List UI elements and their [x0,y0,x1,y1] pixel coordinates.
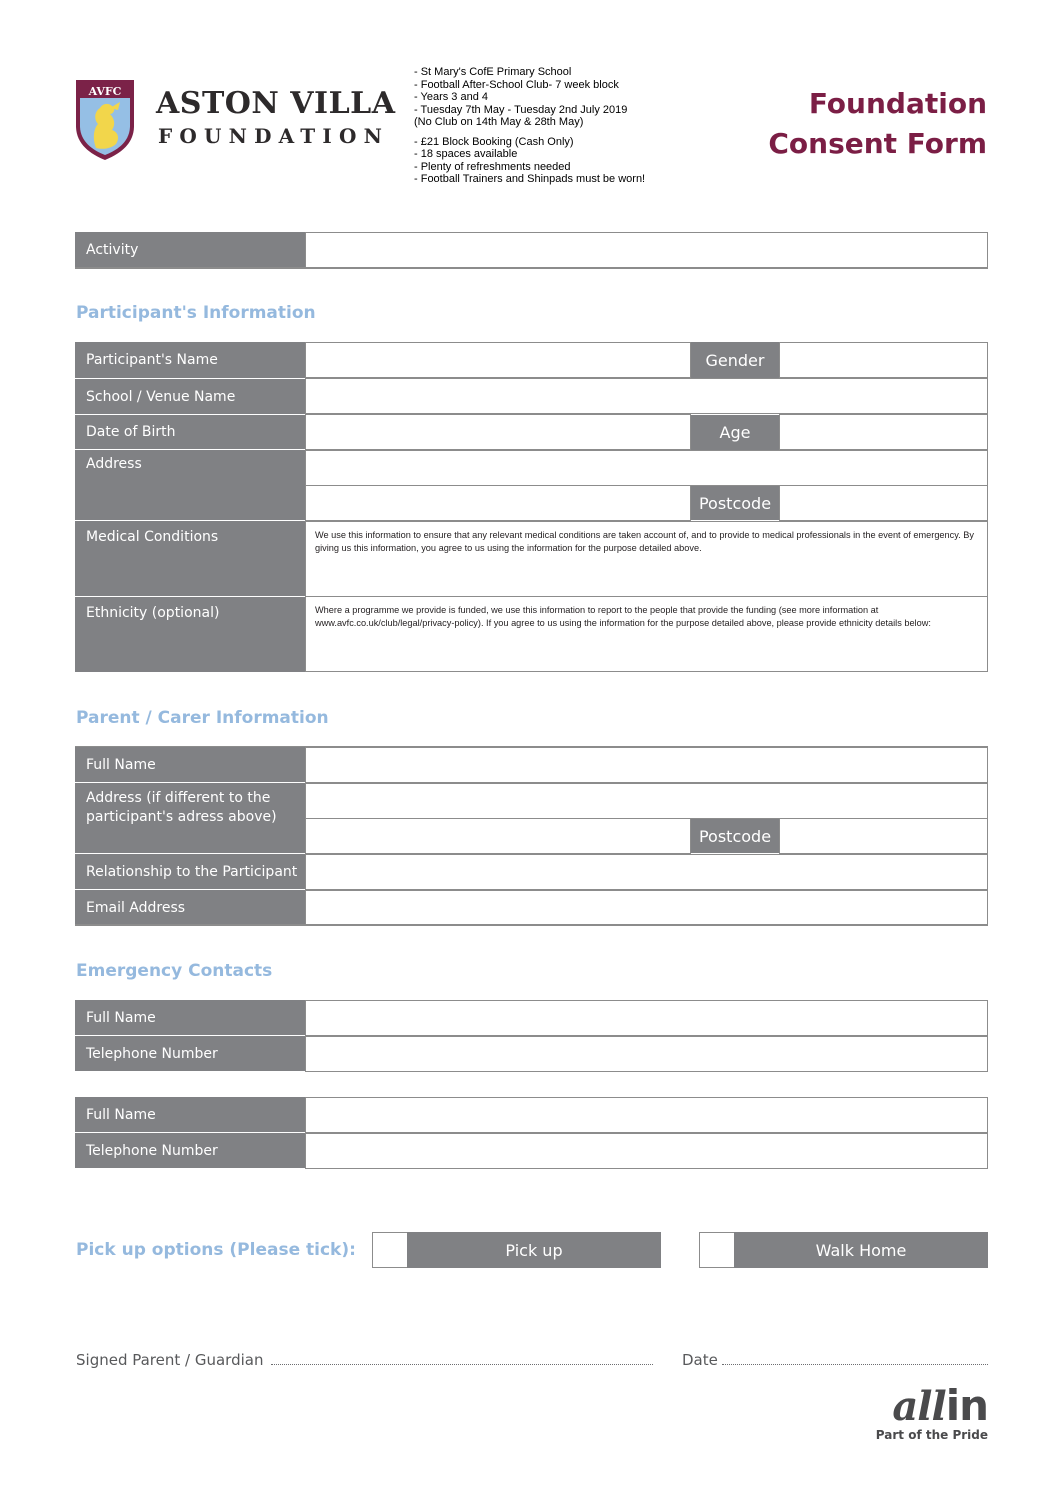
emergency2-name-input[interactable] [306,1098,987,1132]
note-line: - Tuesday 7th May - Tuesday 2nd July 2019 [414,103,628,116]
address-line2-input[interactable] [306,486,690,520]
emergency-heading: Emergency Contacts [76,961,273,981]
relationship-field[interactable] [305,854,988,890]
parent-address-line2-input[interactable] [306,819,690,853]
pickup-heading: Pick up options (Please tick): [76,1240,356,1260]
participant-name-input[interactable] [306,343,690,377]
age-label: Age [691,415,779,450]
note-line: (No Club on 14th May & 28th May) [414,116,584,128]
emergency1-name-input[interactable] [306,1001,987,1035]
pickup-checkbox[interactable] [372,1232,408,1268]
divider [75,924,988,926]
parent-postcode-label: Postcode [691,819,779,853]
parent-heading: Parent / Carer Information [76,708,329,728]
parent-postcode-field[interactable] [779,818,988,854]
parent-name-field[interactable] [305,747,988,783]
note-line: - £21 Block Booking (Cash Only) [414,135,574,148]
note-line: - Plenty of refreshments needed [414,160,571,173]
postcode-field[interactable] [779,485,988,521]
relationship-label: Relationship to the Participant [75,854,305,889]
address-line2-field[interactable] [305,485,691,521]
ethnicity-privacy-note: Where a programme we provide is funded, we use this information to report to the people that provide the funding (see more information at www.avfc.co.uk/club/legal/privacy-policy). If you agree to us using the information for the purpose detailed above, please provide ethnicity details below: [315,605,931,628]
parent-postcode-input[interactable] [780,819,987,853]
logo-in: in [945,1381,988,1430]
age-field[interactable] [779,414,988,450]
parent-name-label: Full Name [75,747,305,782]
school-field[interactable] [305,378,988,414]
dob-input[interactable] [306,415,690,449]
parent-address-line2-field[interactable] [305,818,691,854]
address-label: Address [75,450,305,520]
participant-heading: Participant's Information [76,303,316,323]
brand-name: ASTON VILLA [156,86,396,121]
emergency2-name-field[interactable] [305,1097,988,1133]
email-input[interactable] [306,891,987,925]
medical-label: Medical Conditions [75,521,305,596]
walk-home-checkbox[interactable] [699,1232,735,1268]
emergency1-phone-input[interactable] [306,1037,987,1071]
gender-input[interactable] [780,343,987,377]
note-line: - St Mary's CofE Primary School [414,66,572,78]
ethnicity-input[interactable] [312,639,981,667]
note-line: - 18 spaces available [414,148,518,160]
address-line1-input[interactable] [306,451,987,485]
activity-input[interactable] [306,233,987,267]
divider [75,267,988,269]
activity-label: Activity [75,232,305,268]
emergency1-phone-label: Telephone Number [75,1036,305,1071]
date-line[interactable] [722,1364,988,1365]
form-title-line1: Foundation [808,87,987,120]
ethnicity-field[interactable] [305,596,988,672]
medical-privacy-note: We use this information to ensure that any relevant medical conditions are taken account of, and to provide to medical professionals in the event of emergency. By giving us this information, you agree to us using the information for the purpose detailed above. [315,530,974,553]
school-input[interactable] [306,379,987,413]
participant-name-label: Participant's Name [75,342,305,378]
emergency2-phone-input[interactable] [306,1134,987,1168]
form-title-line2: Consent Form [768,127,987,160]
crest-text: AVFC [88,85,122,98]
email-field[interactable] [305,890,988,926]
school-label: School / Venue Name [75,379,305,414]
parent-name-input[interactable] [306,748,987,782]
participant-name-field[interactable] [305,342,691,378]
note-line: - Football Trainers and Shinpads must be worn! [414,173,646,185]
parent-address-line1-input[interactable] [306,784,987,818]
all-in-logo [892,1381,988,1430]
emergency2-phone-label: Telephone Number [75,1133,305,1168]
emergency2-phone-field[interactable] [305,1133,988,1169]
postcode-label: Postcode [691,486,779,520]
note-line: - Football After-School Club- 7 week block [414,78,619,91]
brand-subtitle: FOUNDATION [158,124,390,148]
parent-address-label: Address (if different to the participant's adress above) [75,783,305,853]
date-label: Date [682,1351,718,1369]
dob-label: Date of Birth [75,415,305,449]
pickup-option-label: Pick up [407,1232,661,1268]
form-title [768,84,987,164]
signed-label: Signed Parent / Guardian [76,1351,264,1369]
signature-line[interactable] [271,1364,653,1365]
walk-home-option-label: Walk Home [734,1232,988,1268]
medical-field[interactable] [305,521,988,597]
relationship-input[interactable] [306,855,987,889]
postcode-input[interactable] [780,486,987,520]
emergency2-name-label: Full Name [75,1097,305,1132]
gender-field[interactable] [779,342,988,378]
age-input[interactable] [780,415,987,449]
club-details-notes [414,66,645,186]
avfc-crest-logo [74,78,136,162]
gender-label: Gender [691,342,779,378]
ethnicity-label: Ethnicity (optional) [75,597,305,672]
logo-all: all [892,1383,946,1430]
logo-tagline: Part of the Pride [875,1428,988,1442]
emergency1-name-label: Full Name [75,1000,305,1035]
email-label: Email Address [75,890,305,925]
medical-input[interactable] [312,564,981,592]
emergency1-name-field[interactable] [305,1000,988,1036]
dob-field[interactable] [305,414,691,450]
activity-field[interactable] [305,232,988,268]
parent-address-line1-field[interactable] [305,783,988,819]
note-line: - Years 3 and 4 [414,91,489,103]
address-line1-field[interactable] [305,450,988,486]
emergency1-phone-field[interactable] [305,1036,988,1072]
